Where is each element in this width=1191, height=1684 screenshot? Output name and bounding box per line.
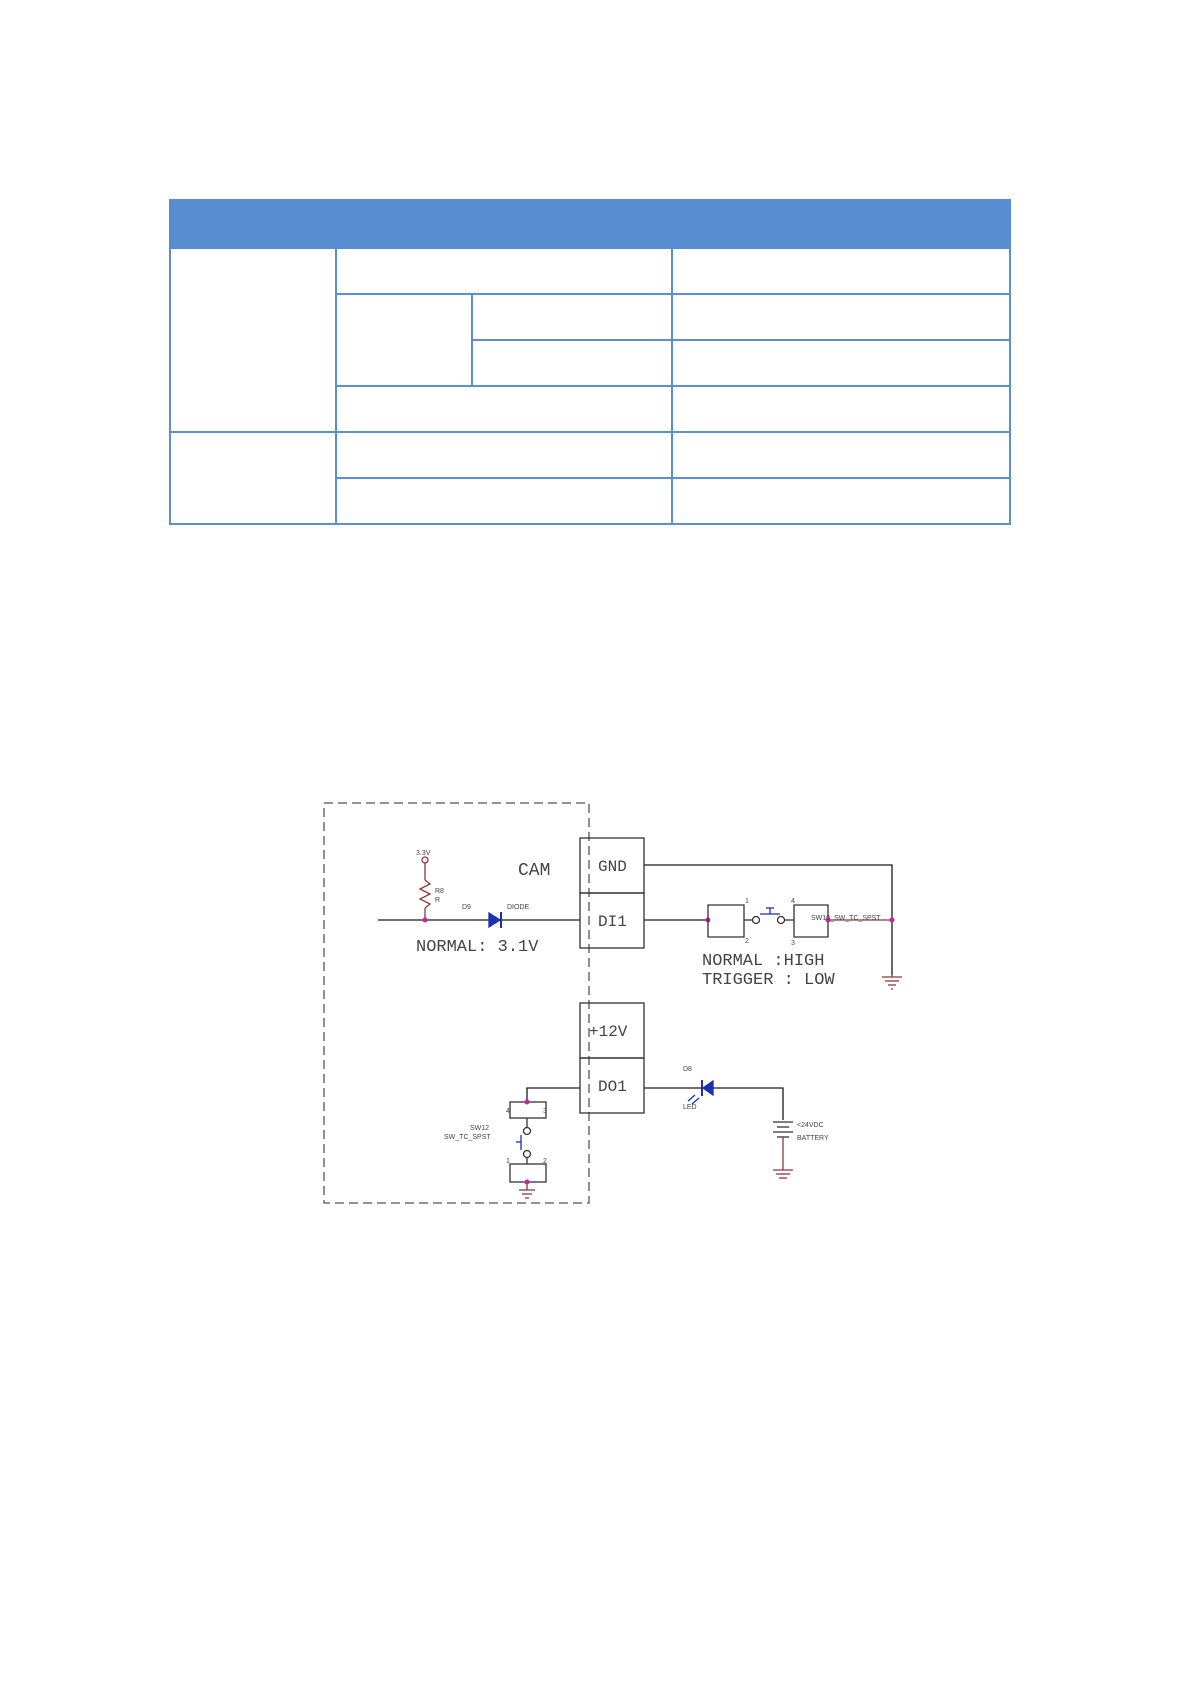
supply-3v3-label: 3.3V [416, 850, 431, 857]
led-d8 [688, 1080, 713, 1104]
diode-ref-label: D9 [462, 904, 471, 911]
junction-node [423, 918, 428, 923]
resistor-ref-label: R8 [435, 888, 444, 895]
resistor-r8 [420, 880, 430, 908]
diode-d9 [489, 912, 501, 928]
cam-label: CAM [518, 861, 551, 881]
sw12-pin-4: 4 [506, 1108, 510, 1115]
do1-terminal-label: DO1 [598, 1078, 627, 1096]
switch-sw12 [510, 1102, 546, 1190]
resistor-value-label: R [435, 897, 441, 904]
battery-symbol [773, 1122, 793, 1170]
sw12-value-label: SW_TC_SPST [444, 1134, 491, 1141]
sw12-pin-2: 2 [543, 1158, 547, 1165]
supply-3v3-node [422, 857, 428, 863]
diode-value-label: DIODE [507, 904, 530, 911]
battery-label: BATTERY [797, 1135, 829, 1142]
led-ref-label: D8 [683, 1066, 692, 1073]
led-value-label: LED [683, 1104, 697, 1111]
sw12-node-top [525, 1100, 530, 1105]
sw10-ref-label: SW10_SW_TC_SPST [811, 915, 881, 922]
sw12-wire [527, 1088, 580, 1102]
normal-state-label: NORMAL :HIGH [702, 952, 825, 971]
sw12-pin-1: 1 [506, 1158, 510, 1165]
sw10-pin-2: 2 [745, 938, 749, 945]
gnd-terminal-label: GND [598, 858, 627, 876]
plus12v-terminal-label: +12V [589, 1023, 628, 1041]
sw10-pin-1: 1 [745, 898, 749, 905]
ground-symbol [519, 1190, 535, 1198]
normal-voltage-label: NORMAL: 3.1V [416, 938, 539, 957]
sw12-ref-label: SW12 [470, 1125, 490, 1132]
sw10-pin-4: 4 [791, 898, 795, 905]
sw10-pin-3: 3 [791, 940, 795, 947]
ground-symbol [773, 1170, 793, 1178]
sw12-node-bottom [525, 1180, 530, 1185]
ground-rail-node [890, 918, 895, 923]
trigger-state-label: TRIGGER : LOW [702, 971, 835, 990]
di1-terminal-label: DI1 [598, 913, 627, 931]
battery-value-label: <24VDC [797, 1122, 824, 1129]
ground-symbol [882, 975, 902, 989]
sw12-pin-3: 3 [543, 1108, 547, 1115]
battery-wire [713, 1088, 783, 1120]
